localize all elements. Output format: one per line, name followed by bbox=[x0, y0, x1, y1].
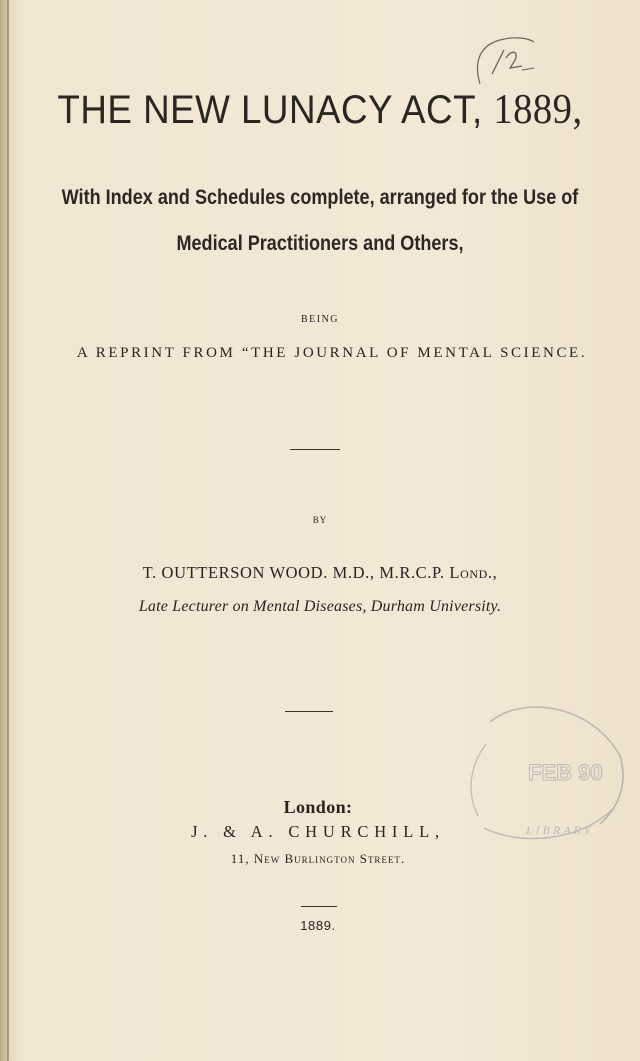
author-role: Late Lecturer on Mental Diseases, Durham University. bbox=[138, 598, 502, 615]
author-line bbox=[0, 563, 640, 583]
imprint-publisher: J. & A. CHURCHILL, bbox=[191, 822, 445, 841]
imprint-year: 1889. bbox=[300, 918, 336, 933]
author-name: T. OUTTERSON WOOD. M.D., M.R.C.P. bbox=[142, 563, 445, 582]
spine-fold-line bbox=[7, 0, 9, 1061]
stamp-date: FEB 90 bbox=[528, 760, 603, 785]
being-label: BEING bbox=[300, 314, 340, 325]
divider-rule-2 bbox=[285, 711, 333, 712]
imprint-city: London: bbox=[283, 797, 353, 817]
reprint-source: A REPRINT FROM “THE JOURNAL OF MENTAL SCIENCE. bbox=[76, 345, 588, 361]
by-label: BY bbox=[312, 515, 328, 525]
title-year: 1889, bbox=[493, 87, 583, 133]
divider-rule-1 bbox=[290, 449, 340, 450]
imprint-address bbox=[0, 851, 638, 867]
subtitle-line-2: Medical Practitioners and Others, bbox=[176, 232, 464, 255]
subtitle-line-1: With Index and Schedules complete, arranged for the Use of bbox=[61, 186, 579, 209]
address-street: New Burlington Street. bbox=[253, 851, 406, 866]
divider-rule-3 bbox=[301, 906, 337, 907]
handwritten-pencil-mark bbox=[470, 34, 540, 86]
title-main: THE NEW LUNACY ACT, bbox=[57, 88, 483, 132]
stamp-text: LIBRARY bbox=[526, 823, 594, 837]
address-number: 11, bbox=[230, 851, 250, 866]
book-title bbox=[26, 86, 615, 134]
author-suffix: Lond., bbox=[449, 563, 498, 582]
